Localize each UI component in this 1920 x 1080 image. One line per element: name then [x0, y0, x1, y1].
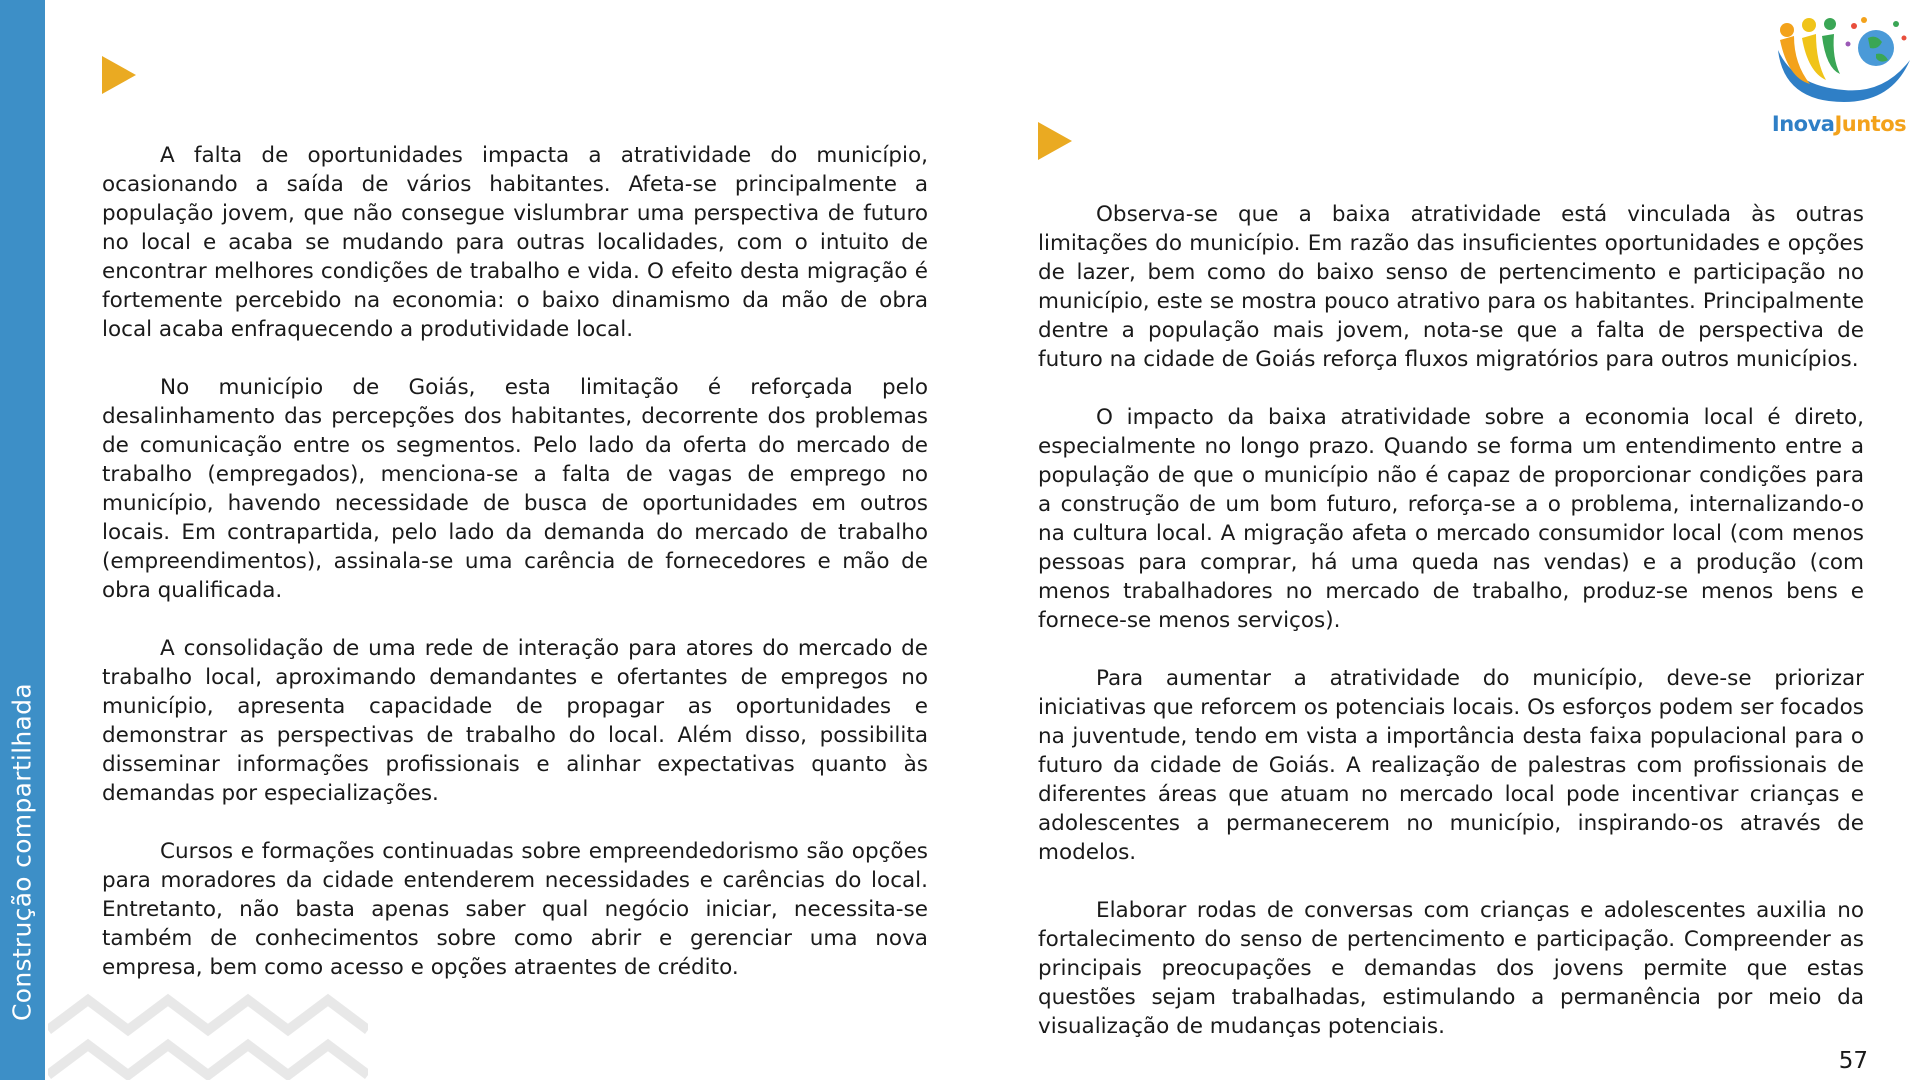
logo-text-juntos: Juntos [1834, 112, 1907, 136]
paragraph: Cursos e formações continuadas sobre empreendedorismo são opções para moradores da cidade entenderem necessidades e carências do local. Entretanto, não basta apenas saber qual negócio iniciar, necessita-se também de conhecimentos sobre como abrir e gerenciar uma nova empresa, bem como acesso e opções atraentes de crédito. [102, 839, 928, 980]
paragraph: Para aumentar a atratividade do município, deve-se priorizar iniciativas que reforcem os potenciais locais. Os esforços podem ser focados na juventude, tendo em vista a importância desta faixa populacional para o futuro da cidade de Goiás. A realização de palestras com profissionais de diferentes áreas que atuam no mercado local pode incentivar crianças e adolescentes a permanecerem no município, inspirando-os através de modelos. [1038, 666, 1864, 865]
section-title: Construção compartilhada [7, 683, 37, 1021]
sidebar-section-label [0, 0, 45, 1080]
logo-emblem-icon [1764, 10, 1914, 110]
logo-text-inova: Inova [1771, 112, 1835, 136]
page-number: 57 [1838, 1048, 1868, 1074]
play-arrow-icon [1038, 122, 1072, 160]
inovajuntos-logo [1764, 10, 1914, 136]
paragraph: A falta de oportunidades impacta a atratividade do município, ocasionando a saída de vários habitantes. Afeta-se principalmente a população jovem, que não consegue vislumbrar uma perspectiva de futuro no local e acaba se mudando para outras localidades, com o intuito de encontrar melhores condições de trabalho e vida. O efeito desta migração é fortemente percebido na economia: o baixo dinamismo da mão de obra local acaba enfraquecendo a produtividade local. [102, 143, 928, 342]
play-arrow-icon [102, 56, 136, 94]
logo-wordmark [1764, 112, 1914, 136]
paragraph: No município de Goiás, esta limitação é reforçada pelo desalinhamento das percepções dos habitantes, decorrente dos problemas de comunicação entre os segmentos. Pelo lado da oferta do mercado de trabalho (empregados), menciona-se a falta de vagas de emprego no município, havendo necessidade de busca de oportunidades em outros locais. Em contrapartida, pelo lado da demanda do mercado de trabalho (empreendimentos), assinala-se uma carência de fornecedores e mão de obra qualificada. [102, 375, 928, 603]
paragraph: A consolidação de uma rede de interação para atores do mercado de trabalho local, aproximando demandantes e ofertantes de empregos no município, apresenta capacidade de propagar as oportunidades e demonstrar as perspectivas de trabalho do local. Além disso, possibilita disseminar informações profissionais e alinhar expectativas quanto às demandas por especializações. [102, 636, 928, 806]
left-text-column [102, 141, 928, 982]
paragraph: Elaborar rodas de conversas com crianças e adolescentes auxilia no fortalecimento do senso de pertencimento e participação. Compreender as principais preocupações e demandas dos jovens permite que estas questões sejam trabalhadas, estimulando a permanência por meio da visualização de mudanças potenciais. [1038, 898, 1864, 1039]
paragraph: O impacto da baixa atratividade sobre a economia local é direto, especialmente no longo prazo. Quando se forma um entendimento entre a população de que o município não é capaz de proporcionar condições para a construção de um bom futuro, reforça-se a o problema, internalizando-o na cultura local. A migração afeta o mercado consumidor local (com menos pessoas para comprar, há uma queda nas vendas) e a produção (com menos trabalhadores no mercado de trabalho, produz-se menos bens e fornece-se menos serviços). [1038, 405, 1864, 633]
zigzag-decoration [48, 980, 368, 1080]
right-text-column [1038, 200, 1864, 1041]
paragraph: Observa-se que a baixa atratividade está vinculada às outras limitações do município. Em razão das insuficientes oportunidades e opções de lazer, bem como do baixo senso de pertencimento e participação no município, este se mostra pouco atrativo para os habitantes. Principalmente dentre a população mais jovem, nota-se que a falta de perspectiva de futuro na cidade de Goiás reforça fluxos migratórios para outros municípios. [1038, 202, 1864, 372]
